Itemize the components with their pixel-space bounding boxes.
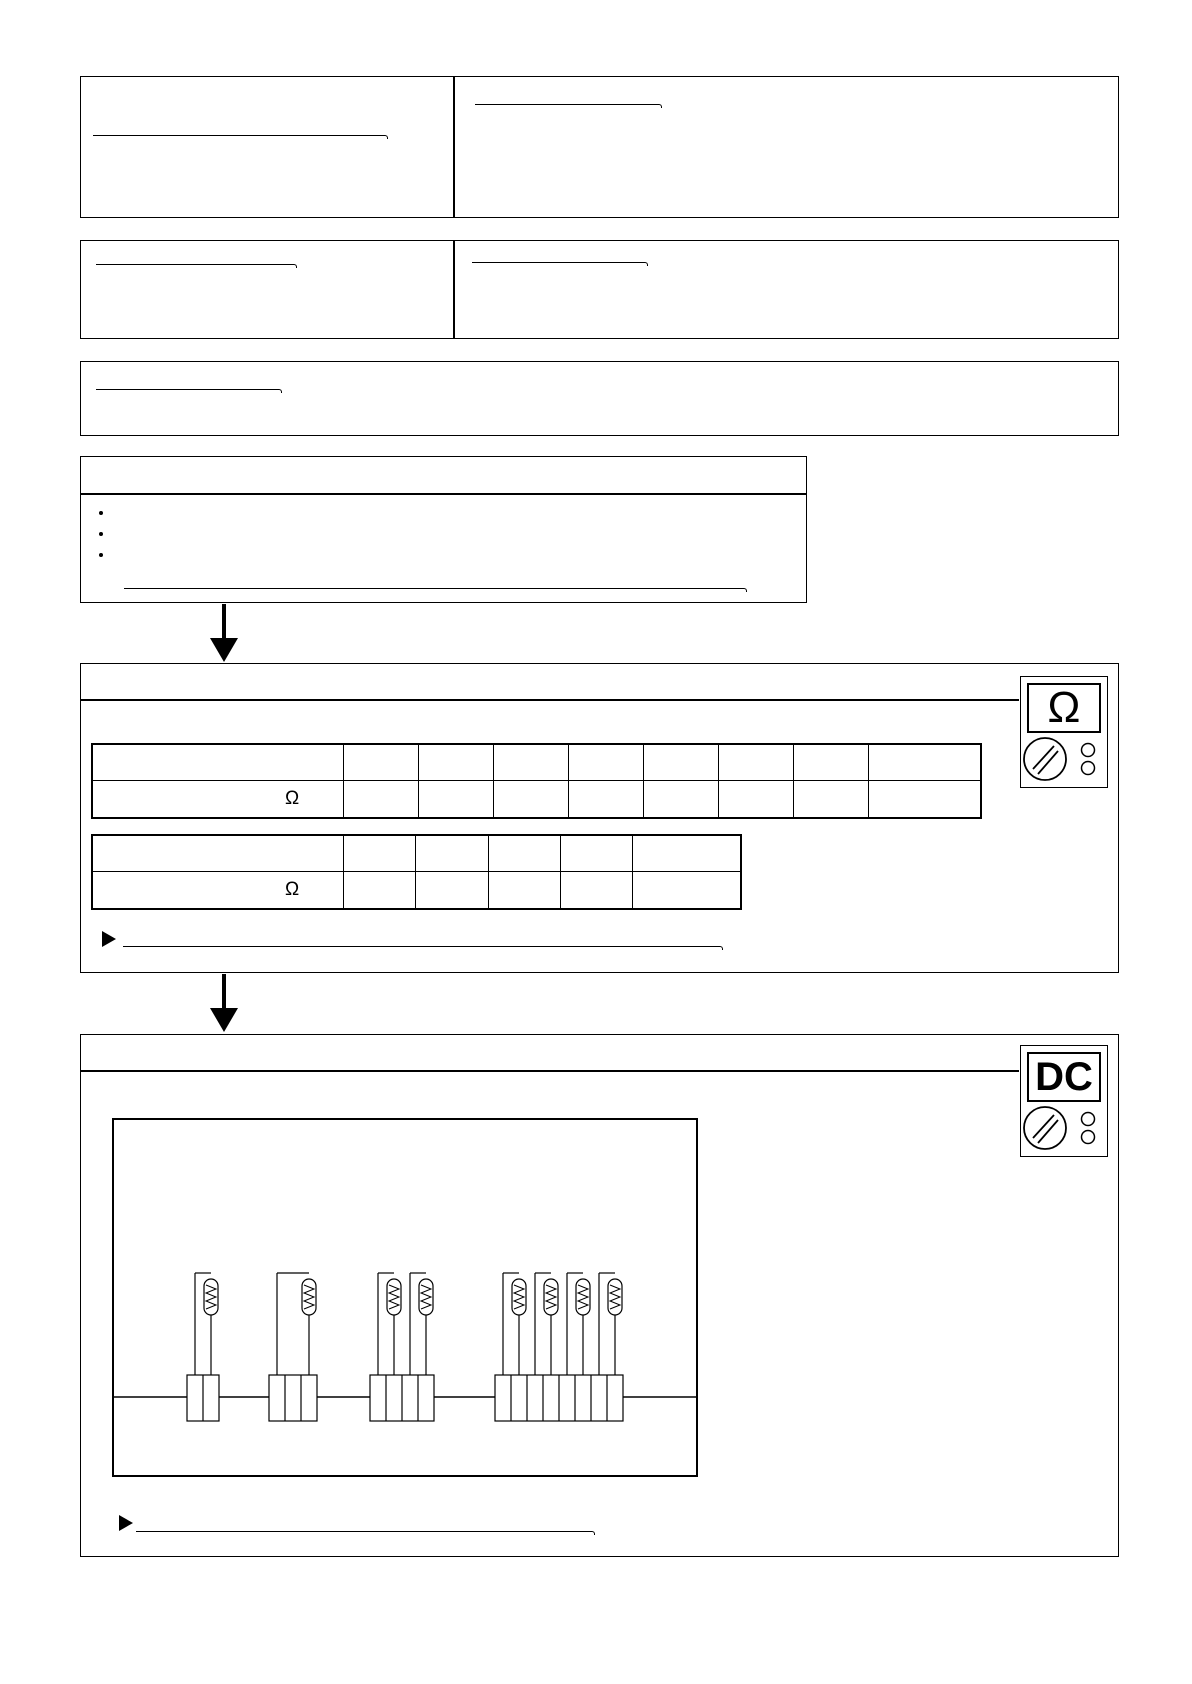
flow-arrow-1 [222, 604, 226, 640]
resistance-table-2 [91, 834, 742, 910]
info-box-3 [80, 361, 1119, 436]
connector-2 [269, 1273, 317, 1421]
info-box-1-right-underline [475, 104, 662, 108]
connector-1 [187, 1273, 219, 1421]
connector-3 [370, 1273, 434, 1421]
dc-label: DC [1035, 1055, 1093, 1099]
connector-4 [495, 1273, 623, 1421]
info-box-2 [80, 240, 1119, 339]
resistance-table-2-unit: Ω [285, 879, 300, 900]
voltage-check-underline [136, 1531, 595, 1535]
step-box-1-header-rule [80, 493, 807, 495]
step-box-1 [80, 456, 807, 603]
voltage-check-header-rule [80, 1070, 1019, 1072]
resistance-check-underline [123, 946, 723, 950]
next-step-pointer-1 [102, 931, 116, 947]
flow-arrow-1-head [210, 638, 238, 662]
bullet-3 [99, 553, 103, 557]
connector-diagram [112, 1118, 698, 1477]
bullet-2 [99, 532, 103, 536]
info-box-1 [80, 76, 1119, 218]
info-box-2-left-underline [96, 264, 297, 268]
info-box-1-left-underline [93, 135, 388, 139]
resistance-table-1-unit: Ω [285, 788, 300, 809]
flow-arrow-2 [222, 974, 226, 1010]
ohm-symbol: Ω [1047, 683, 1081, 732]
resistance-check-header-rule [80, 699, 1019, 701]
ohmmeter-icon [1020, 676, 1108, 788]
step-box-1-underline [124, 588, 747, 592]
info-box-1-divider [453, 76, 455, 218]
resistance-table-1 [91, 743, 982, 819]
info-box-2-divider [453, 240, 455, 339]
dc-voltmeter-icon [1020, 1045, 1108, 1157]
flow-arrow-2-head [210, 1008, 238, 1032]
info-box-3-underline [96, 389, 282, 393]
next-step-pointer-2 [119, 1515, 133, 1531]
info-box-2-right-underline [472, 262, 648, 266]
bullet-1 [99, 511, 103, 515]
